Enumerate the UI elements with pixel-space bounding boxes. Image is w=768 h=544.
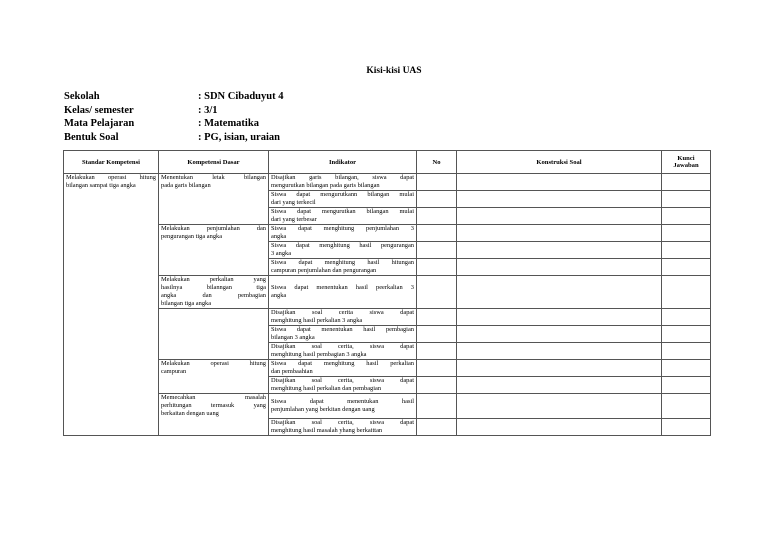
cell-no <box>417 394 457 419</box>
cell-line: Siswa dapat menentukan hasil peerkalian 3 <box>271 284 414 291</box>
cell-no <box>417 276 457 309</box>
table-row <box>64 225 711 242</box>
cell-no <box>417 419 457 436</box>
cell-no <box>417 242 457 259</box>
cell-indikator <box>269 208 417 225</box>
cell-line: Melakukan operasi hitung <box>161 360 266 367</box>
header-standar-kompetensi: Standar Kompetensi <box>64 151 159 174</box>
cell-konstruksi <box>457 326 662 343</box>
cell-konstruksi <box>457 242 662 259</box>
cell-indikator <box>269 309 417 326</box>
cell-indikator <box>269 326 417 343</box>
cell-konstruksi <box>457 360 662 377</box>
cell-kunci <box>662 309 711 326</box>
cell-konstruksi <box>457 259 662 276</box>
cell-no <box>417 259 457 276</box>
cell-indikator <box>269 259 417 276</box>
header-no: No <box>417 151 457 174</box>
cell-indikator <box>269 419 417 436</box>
meta-value: : PG, isian, uraian <box>198 131 280 143</box>
cell-konstruksi <box>457 377 662 394</box>
meta-value: : SDN Cibaduyut 4 <box>198 91 284 102</box>
cell-line: menghitung hasil masalah yhang berkaittan <box>271 427 383 434</box>
cell-line: berkaitan dengan uang <box>161 410 219 417</box>
cell-konstruksi <box>457 309 662 326</box>
cell-line: Melakukan penjumlahan dan <box>161 225 266 232</box>
cell-line: bilangan tiga angka <box>161 300 212 307</box>
cell-line: campuran penjumlahan dan pengurangan <box>271 267 377 274</box>
cell-line: Siswa dapat menghitung hasil perkalian <box>271 360 414 367</box>
cell-line: angka dan pembagian <box>161 292 266 299</box>
cell-konstruksi <box>457 191 662 208</box>
table-row <box>64 360 711 377</box>
cell-kunci <box>662 377 711 394</box>
meta-row-kelas <box>64 104 283 118</box>
cell-no <box>417 174 457 191</box>
table-row <box>64 174 711 191</box>
cell-line: Siswa dapat mengurutkann bilangan mulai <box>271 191 414 198</box>
cell-line: Menentukan letak bilangan <box>161 174 266 181</box>
cell-indikator <box>269 276 417 309</box>
header-kompetensi-dasar: Kompetensi Dasar <box>159 151 269 174</box>
meta-key: Sekolah <box>64 91 100 102</box>
meta-value: : 3/1 <box>198 104 218 116</box>
cell-line: Disajikan soal cerita, siswa dapat <box>271 343 414 350</box>
cell-indikator <box>269 174 417 191</box>
header-indikator: Indikator <box>269 151 417 174</box>
cell-kunci <box>662 360 711 377</box>
meta-row-mapel <box>64 117 283 131</box>
meta-key: Bentuk Soal <box>64 131 119 143</box>
kisi-kisi-table <box>63 150 711 436</box>
table-header-row <box>64 151 711 174</box>
cell-line: dari yang terkecil <box>271 199 316 206</box>
cell-line: Siswa dapat mengurutkan bilangan mulai <box>271 208 414 215</box>
meta-row-bentuk <box>64 131 283 145</box>
cell-line: mengurutkan bilangan pada garis bilangan <box>271 182 380 189</box>
cell-kd-3 <box>159 276 269 309</box>
cell-line: campuran <box>161 368 187 375</box>
cell-no <box>417 360 457 377</box>
meta-key: Mata Pelajaran <box>64 118 135 129</box>
table-row <box>64 276 711 309</box>
cell-no <box>417 225 457 242</box>
cell-konstruksi <box>457 419 662 436</box>
cell-kd-5 <box>159 394 269 436</box>
cell-line: Disajikan garis bilangan, siswa dapat <box>271 174 414 181</box>
cell-line: bilangan 3 angka <box>271 334 315 341</box>
cell-line: Siswa dapat menghitung hasil hitungan <box>271 259 414 266</box>
cell-line: Disajikan soal cerita, siswa dapat <box>271 377 414 384</box>
cell-kd-4 <box>159 360 269 394</box>
header-kunci-line: Kunci <box>677 155 695 162</box>
cell-kunci <box>662 394 711 419</box>
cell-kunci <box>662 343 711 360</box>
cell-indikator <box>269 360 417 377</box>
cell-kunci <box>662 225 711 242</box>
cell-indikator <box>269 242 417 259</box>
cell-line: Melakukan operasi hitung <box>66 174 156 181</box>
meta-value: : Matematika <box>198 118 259 129</box>
cell-kunci <box>662 419 711 436</box>
header-jawaban-line: Jawaban <box>673 162 699 169</box>
cell-line: angka <box>271 233 287 240</box>
cell-indikator <box>269 225 417 242</box>
document-meta <box>64 90 283 144</box>
cell-konstruksi <box>457 174 662 191</box>
cell-line: dan pembaahian <box>271 368 313 375</box>
cell-line: hasilnya bilanngan tiga <box>161 284 266 291</box>
cell-line: dari yang terbesar <box>271 216 317 223</box>
cell-konstruksi <box>457 394 662 419</box>
header-kunci-jawaban <box>662 151 711 174</box>
cell-line: menghitung hasil perkalian dan pembagian <box>271 385 382 392</box>
cell-konstruksi <box>457 343 662 360</box>
cell-line: Melakukan perkalian yang <box>161 276 266 283</box>
cell-no <box>417 309 457 326</box>
header-konstruksi-soal: Konstruksi Soal <box>457 151 662 174</box>
cell-kunci <box>662 174 711 191</box>
meta-key: Kelas/ semester <box>64 104 134 116</box>
cell-line: menghitung hasil perkalian 3 angka <box>271 317 363 324</box>
cell-line: Memecahkan masalah <box>161 394 266 401</box>
cell-indikator <box>269 191 417 208</box>
cell-no <box>417 191 457 208</box>
cell-line: pada garis bilangan <box>161 182 211 189</box>
cell-kd-1 <box>159 174 269 225</box>
cell-kunci <box>662 191 711 208</box>
cell-no <box>417 326 457 343</box>
cell-line: Siswa dapat menentukan hasil pembagian <box>271 326 414 333</box>
table-row <box>64 394 711 419</box>
cell-line: bilangan sampai tiga angka <box>66 182 136 189</box>
cell-konstruksi <box>457 225 662 242</box>
cell-line: Disajikan soal cerita siswa dapat <box>271 309 414 316</box>
meta-row-sekolah <box>64 90 283 104</box>
cell-line: Disajikan soal cerita, siswa dapat <box>271 419 414 426</box>
cell-konstruksi <box>457 208 662 225</box>
cell-line: 3 angka <box>271 250 292 257</box>
cell-konstruksi <box>457 276 662 309</box>
document-title: Kisi-kisi UAS <box>366 66 422 76</box>
cell-line: angka <box>271 292 287 299</box>
cell-line: pengurangan tiga angka <box>161 233 223 240</box>
cell-indikator <box>269 343 417 360</box>
cell-kunci <box>662 259 711 276</box>
cell-line: Siswa dapat menghitung hasil pengurangan <box>271 242 414 249</box>
table-row <box>64 309 711 326</box>
cell-line: Siswa dapat menentukan hasil <box>271 398 414 405</box>
cell-no <box>417 377 457 394</box>
cell-line: perhitungan termasuk yang <box>161 402 266 409</box>
cell-line: Siswa dapat menghitung penjumlahan 3 <box>271 225 414 232</box>
cell-kunci <box>662 276 711 309</box>
cell-no <box>417 343 457 360</box>
cell-standar-kompetensi <box>64 174 159 436</box>
cell-kunci <box>662 242 711 259</box>
cell-kunci <box>662 326 711 343</box>
cell-kd-3-blank <box>159 309 269 360</box>
cell-line: menghitung hasil pembagian 3 angka <box>271 351 367 358</box>
cell-indikator <box>269 377 417 394</box>
cell-kunci <box>662 208 711 225</box>
cell-indikator <box>269 394 417 419</box>
cell-kd-2 <box>159 225 269 276</box>
cell-no <box>417 208 457 225</box>
cell-line: penjumlahan yang berkitan dengan uang <box>271 406 375 413</box>
